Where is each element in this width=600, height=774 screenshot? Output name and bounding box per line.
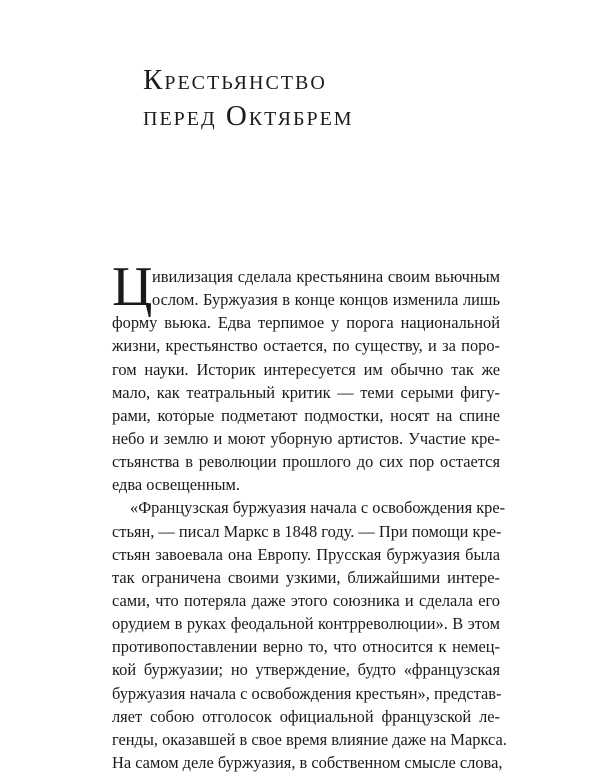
text-line: стьян завоевала она Европу. Прусская буржуазия была <box>112 544 500 564</box>
text-line: мало, как театральный критик — теми серыми фигу- <box>112 382 500 402</box>
text-line: стьянства в революции прошлого до сих пор остается <box>112 452 500 472</box>
drop-cap: Ц <box>112 256 153 318</box>
chapter-title-line-1: Крестьянство <box>143 64 327 96</box>
text-line: так ограничена своими узкими, ближайшими интере- <box>112 567 500 587</box>
text-line: стьян, — писал Маркс в 1848 году. — При помощи кре- <box>112 521 502 541</box>
text-line: небо и землю и моют уборную артистов. Участие кре- <box>112 428 500 448</box>
text-line: ляет собою отголосок официальной французской ле- <box>112 706 500 726</box>
text-line: сами, что потеряла даже этого союзника и сделала его <box>112 590 500 610</box>
text-line: едва освещенным. <box>112 475 241 495</box>
text-line: ивилизация сделала крестьянина своим вьючным <box>152 267 500 286</box>
body-text <box>112 265 507 774</box>
chapter-title <box>143 62 354 134</box>
chapter-title-line-2: перед Октябрем <box>143 100 354 132</box>
text-line: На самом деле буржуазия, в собственном смысле слова, <box>112 752 503 772</box>
text-line: генды, оказавшей в свое время влияние даже на Маркса. <box>112 729 507 749</box>
text-line: кой буржуазии; но утверждение, будто «французская <box>112 660 500 680</box>
text-line: рами, которые подметают подмостки, носят на спине <box>112 405 500 425</box>
text-line: жизни, крестьянство остается, по существу, и за поро- <box>112 336 500 356</box>
text-line: ослом. Буржуазия в конце концов изменила лишь <box>152 290 500 310</box>
text-line: форму вьюка. Едва терпимое у порога национальной <box>112 313 500 333</box>
text-line: орудием в руках феодальной контрреволюции». В этом <box>112 614 500 634</box>
text-line: противопоставлении верно то, что относится к немец- <box>112 637 500 657</box>
text-line: буржуазия начала с освобождения крестьян», представ- <box>112 683 502 703</box>
text-line: гом науки. Историк интересуется им обычно так же <box>112 359 500 379</box>
text-line: «Французская буржуазия начала с освобождения кре- <box>130 498 506 518</box>
